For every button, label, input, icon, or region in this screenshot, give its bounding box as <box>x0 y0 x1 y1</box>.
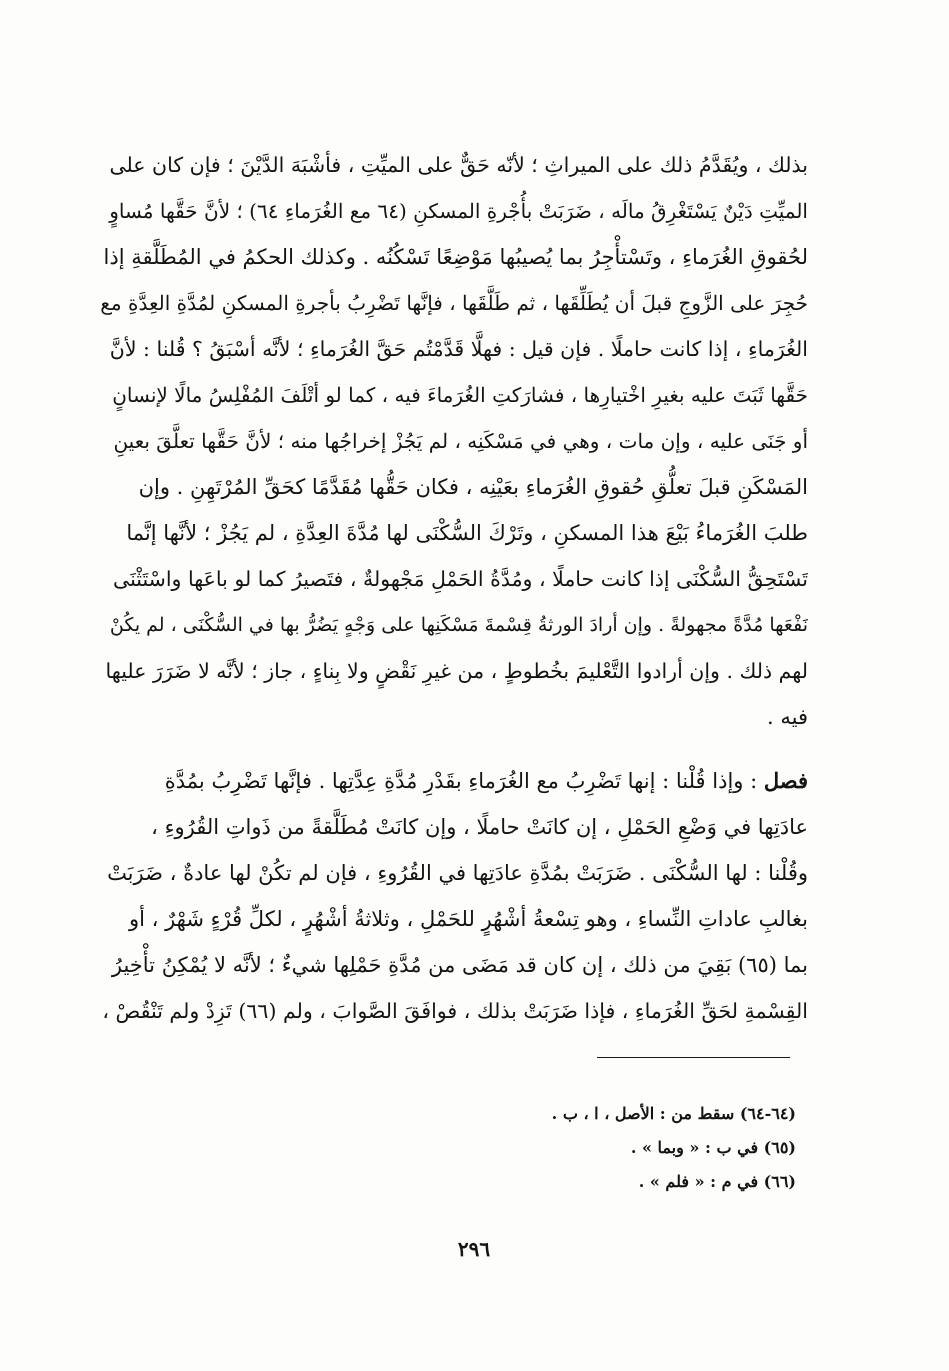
text-line: القِسْمةِ لحَقِّ الغُرَماءِ ، فإذا ضَرَبَتْ بذلك ، فوافَقَ الصَّوابَ ، ولم (٦٦) تَزِدْ ولم تَنْقُصْ ، <box>102 999 808 1023</box>
text-line: بذلك ، ويُقَدَّمُ ذلك على الميراثِ ؛ لأنّه حَقٌّ على الميِّتِ ، فأشْبَهَ الدَّيْنَ ؛ فإن كان على <box>109 153 808 177</box>
text-line: نَفْعَها مُدَّةً مجهولةً . وإن أرادَ الورثةُ قِسْمةَ مَسْكَنِها على وَجْهٍ يَضُرُّ بها في السُّكْنَى ، لم يكُنْ <box>109 614 808 636</box>
footnote: (٦٤-٦٤) سقط من : الأصل ، ا ، ب . <box>551 1104 796 1123</box>
footnote: (٦٦) في م : « فلم » . <box>638 1172 796 1191</box>
text-line-first <box>100 758 808 804</box>
text-line: تَسْتَحِقُّ السُّكْنَى إذا كانت حاملًا ، ومُدَّةُ الحَمْلِ مَجْهولةٌ ، فتَصيرُ كما لو باعَها واسْتَثْنَى <box>113 567 808 591</box>
text-line: المَسْكَنِ قبلَ تعلُّقِ حُقوقِ الغُرَماءِ بعَيْنِه ، فكان حَقُّها مُقَدَّمًا كحَقِّ المُرْتَهِنِ . وإن <box>138 475 808 499</box>
footnote: (٦٥) في ب : « وبما » . <box>630 1138 796 1157</box>
text-line: لحُقوقِ الغُرَماءِ ، وتَسْتأْجِرُ بما يُصيبُها مَوْضِعًا تَسْكُنُه . وكذلك الحكمُ في المُطَلَّقةِ إذا <box>103 245 808 269</box>
footnotes <box>400 1097 796 1199</box>
text-line: الغُرَماءِ ، إذا كانت حاملًا . فإن قيل : فهلَّا قَدَّمْتُم حَقَّ الغُرَماءِ ؛ لأنَّه أسْبَقُ ؟ قُلنا : لأنَّ <box>109 337 808 361</box>
first-line-text: : وإذا قُلْنا : إنها تَضْرِبُ مع الغُرَماءِ بقَدْرِ مُدَّةِ عِدَّتِها . فإنَّها تَضْرِبُ بمُدَّةِ <box>164 769 764 793</box>
footnote-divider <box>597 1057 790 1058</box>
text-line: لهم ذلك . وإن أرادوا التَّعْليمَ بخُطوطٍ ، من غيرِ نَقْضٍ ولا بِناءٍ ، جاز ؛ لأنَّه لا ضَرَرَ عليها <box>105 659 808 683</box>
section-heading: فصل <box>763 768 808 793</box>
text-line: حَقَّها ثَبَتَ عليه بغيرِ اخْتيارِها ، فشارَكتِ الغُرَماءَ فيه ، كما لو أتْلَفَ المُفْلِسُ مالًا لإنسانٍ <box>112 383 808 407</box>
paragraph-main <box>100 142 808 740</box>
text-line: وقُلْنا : لها السُّكْنَى . ضَرَبَتْ بمُدَّةِ عادَتِها في القُرُوءِ ، فإن لم تكُنْ لها عادةٌ ، ضَرَبَتْ <box>107 861 808 885</box>
text-line: فيه . <box>767 705 808 729</box>
text-line: عادَتِها في وَضْعِ الحَمْلِ ، إن كانَتْ حاملًا ، وإن كانَتْ مُطَلَّقةً من ذَواتِ القُرُوءِ ، <box>151 815 808 839</box>
text-line: حُجِرَ على الزَّوجِ قبلَ أن يُطَلِّقَها ، ثم طَلَّقَها ، فإنَّها تَضْرِبُ بأجرةِ المسكنِ لمُدَّةِ العِدَّةِ مع <box>100 291 808 315</box>
text-line: بما (٦٥) بَقِيَ من ذلك ، إن كان قد مَضَى من مُدَّةِ حَمْلِها شيءٌ ؛ لأنَّه لا يُمْكِنُ تأْخِيرُ <box>111 953 808 977</box>
paragraph-fasl <box>100 758 808 1034</box>
text-line: طلبَ الغُرَماءُ بَيْعَ هذا المسكنِ ، وتَرْكَ السُّكْنَى لها مُدَّةَ العِدَّةِ ، لم يَجُزْ ؛ لأنَّها إنَّما <box>126 521 808 545</box>
text-line: بغالبِ عاداتِ النِّساءِ ، وهو تِسْعةُ أشْهُرٍ للحَمْلِ ، وثلاثةُ أشْهُرٍ ، لكلِّ قُرْءٍ شَهْرٌ ، أو <box>128 907 808 931</box>
text-line: الميِّتِ دَيْنٌ يَسْتَغْرِقُ مالَه ، ضَرَبَتْ بأُجْرةِ المسكنِ (٦٤ مع الغُرَماءِ ٦٤) ؛ لأنَّ حَقَّها مُساوٍ <box>109 199 808 223</box>
text-line: أو جَنَى عليه ، وإن مات ، وهي في مَسْكَنِه ، لم يَجُزْ إخراجُها منه ؛ لأنَّ حَقَّها تعلَّقَ بعينِ <box>113 429 808 453</box>
page-number: ٢٩٦ <box>457 1237 491 1261</box>
